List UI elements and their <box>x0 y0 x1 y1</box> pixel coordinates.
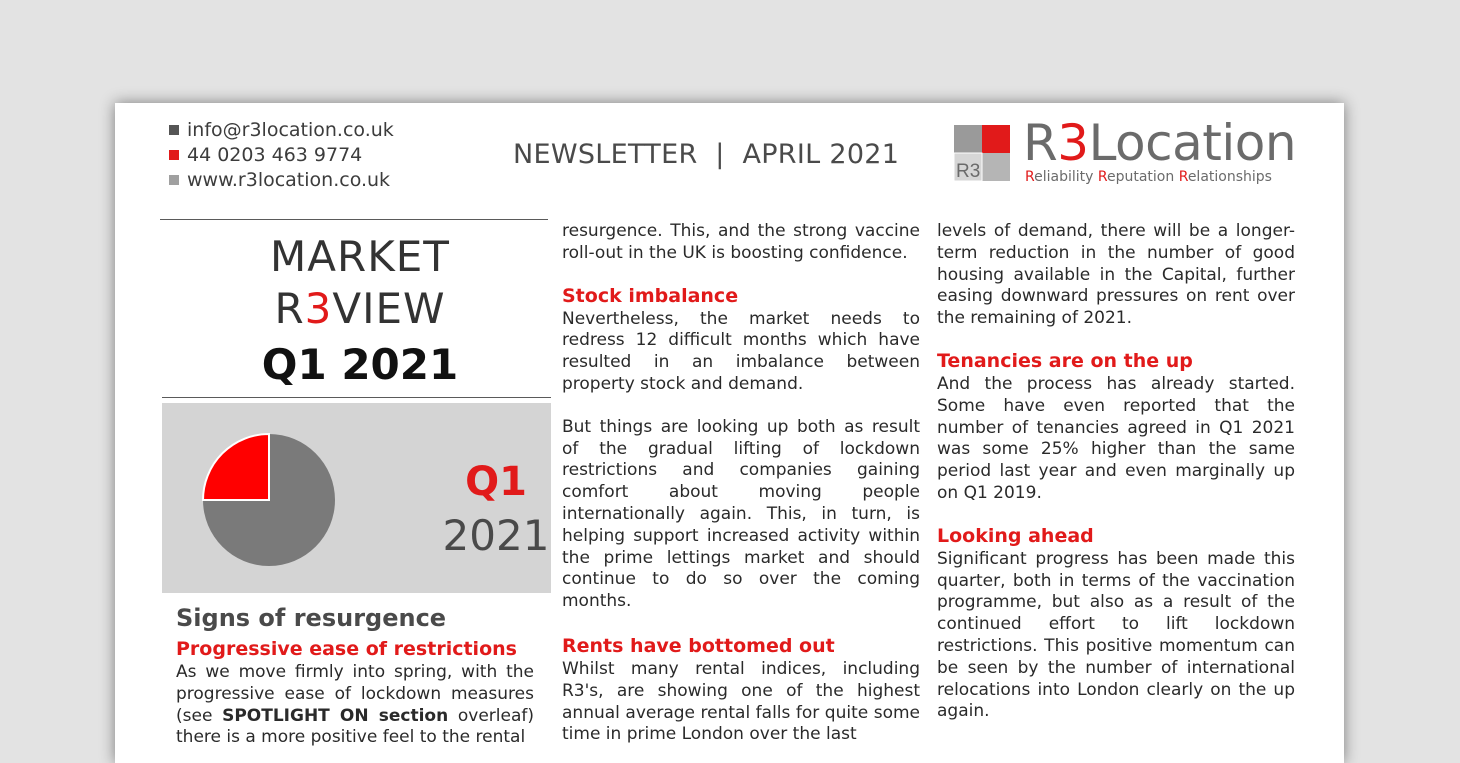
paragraph: resurgence. This, and the strong vaccine roll-out in the UK is boosting confidence. <box>562 221 920 263</box>
column-2 <box>562 221 920 746</box>
masthead-quarter: Q1 2021 <box>261 340 459 389</box>
newsletter-page <box>115 103 1344 763</box>
square-bullet-icon <box>169 150 179 160</box>
divider <box>160 219 548 220</box>
paragraph: Whilst many rental indices, including R3's, are showing one of the highest annual average rental falls for quite some time in prime London over the last <box>562 658 920 745</box>
square-bullet-icon <box>169 175 179 185</box>
section-heading: Signs of resurgence <box>176 604 447 632</box>
quarter-graphic <box>162 403 551 593</box>
logo-wordmark: R3Location <box>1023 114 1297 172</box>
column-3 <box>937 221 1295 723</box>
paragraph: levels of demand, there will be a longer-term reduction in the number of good housing available in the Capital, further easing downward pressures on rent over the remaining of 2021. <box>937 221 1295 329</box>
contact-website[interactable]: www.r3location.co.uk <box>169 168 390 192</box>
r3-logo-mark-icon <box>954 125 1010 181</box>
masthead-r3view: R3VIEW <box>274 284 446 333</box>
contact-email[interactable]: info@r3location.co.uk <box>169 118 394 142</box>
paragraph: And the process has already started. Some have even reported that the number of tenancies agreed in Q1 2021 was some 25% higher than the same period last year and even marginally up on Q1 2019. <box>937 373 1295 503</box>
subheading: Tenancies are on the up <box>937 349 1193 372</box>
subheading: Looking ahead <box>937 524 1094 547</box>
masthead-market: MARKET <box>270 232 450 281</box>
subheading: Progressive ease of restrictions <box>176 638 517 660</box>
year-label: 2021 <box>442 511 550 560</box>
svg-text:R3: R3 <box>956 161 981 181</box>
square-bullet-icon <box>169 125 179 135</box>
column-1 <box>176 603 534 749</box>
quarter-label: Q1 <box>465 459 527 505</box>
newsletter-title: NEWSLETTER | APRIL 2021 <box>513 139 900 170</box>
logo-tagline: Reliability Reputation Relationships <box>1025 169 1272 185</box>
contact-phone[interactable]: 44 0203 463 9774 <box>169 143 362 167</box>
paragraph: Nevertheless, the market needs to redress 12 difficult months which have resulted in an imbalance between property stock and demand. <box>562 308 920 394</box>
pie-slice-highlight <box>203 434 269 500</box>
subheading: Stock imbalance <box>562 284 739 307</box>
paragraph: Significant progress has been made this quarter, both in terms of the vaccination programme, but also as a result of the continued effort to lift lockdown restrictions. This positive momentum can be seen by the number of international relocations into London clearly on the up again. <box>937 548 1295 722</box>
subheading: Rents have bottomed out <box>562 634 835 657</box>
paragraph: But things are looking up both as result of the gradual lifting of lockdown restrictions and companies gaining comfort about moving people internationally again. This, in turn, is helping support increased activity within the prime lettings market and should continue to do so over the coming months. <box>562 416 920 612</box>
divider <box>162 397 551 398</box>
paragraph: As we move firmly into spring, with the progressive ease of lockdown measures (see SPOTLIGHT ON section overleaf) there is a more positive feel to the rental <box>176 662 535 748</box>
